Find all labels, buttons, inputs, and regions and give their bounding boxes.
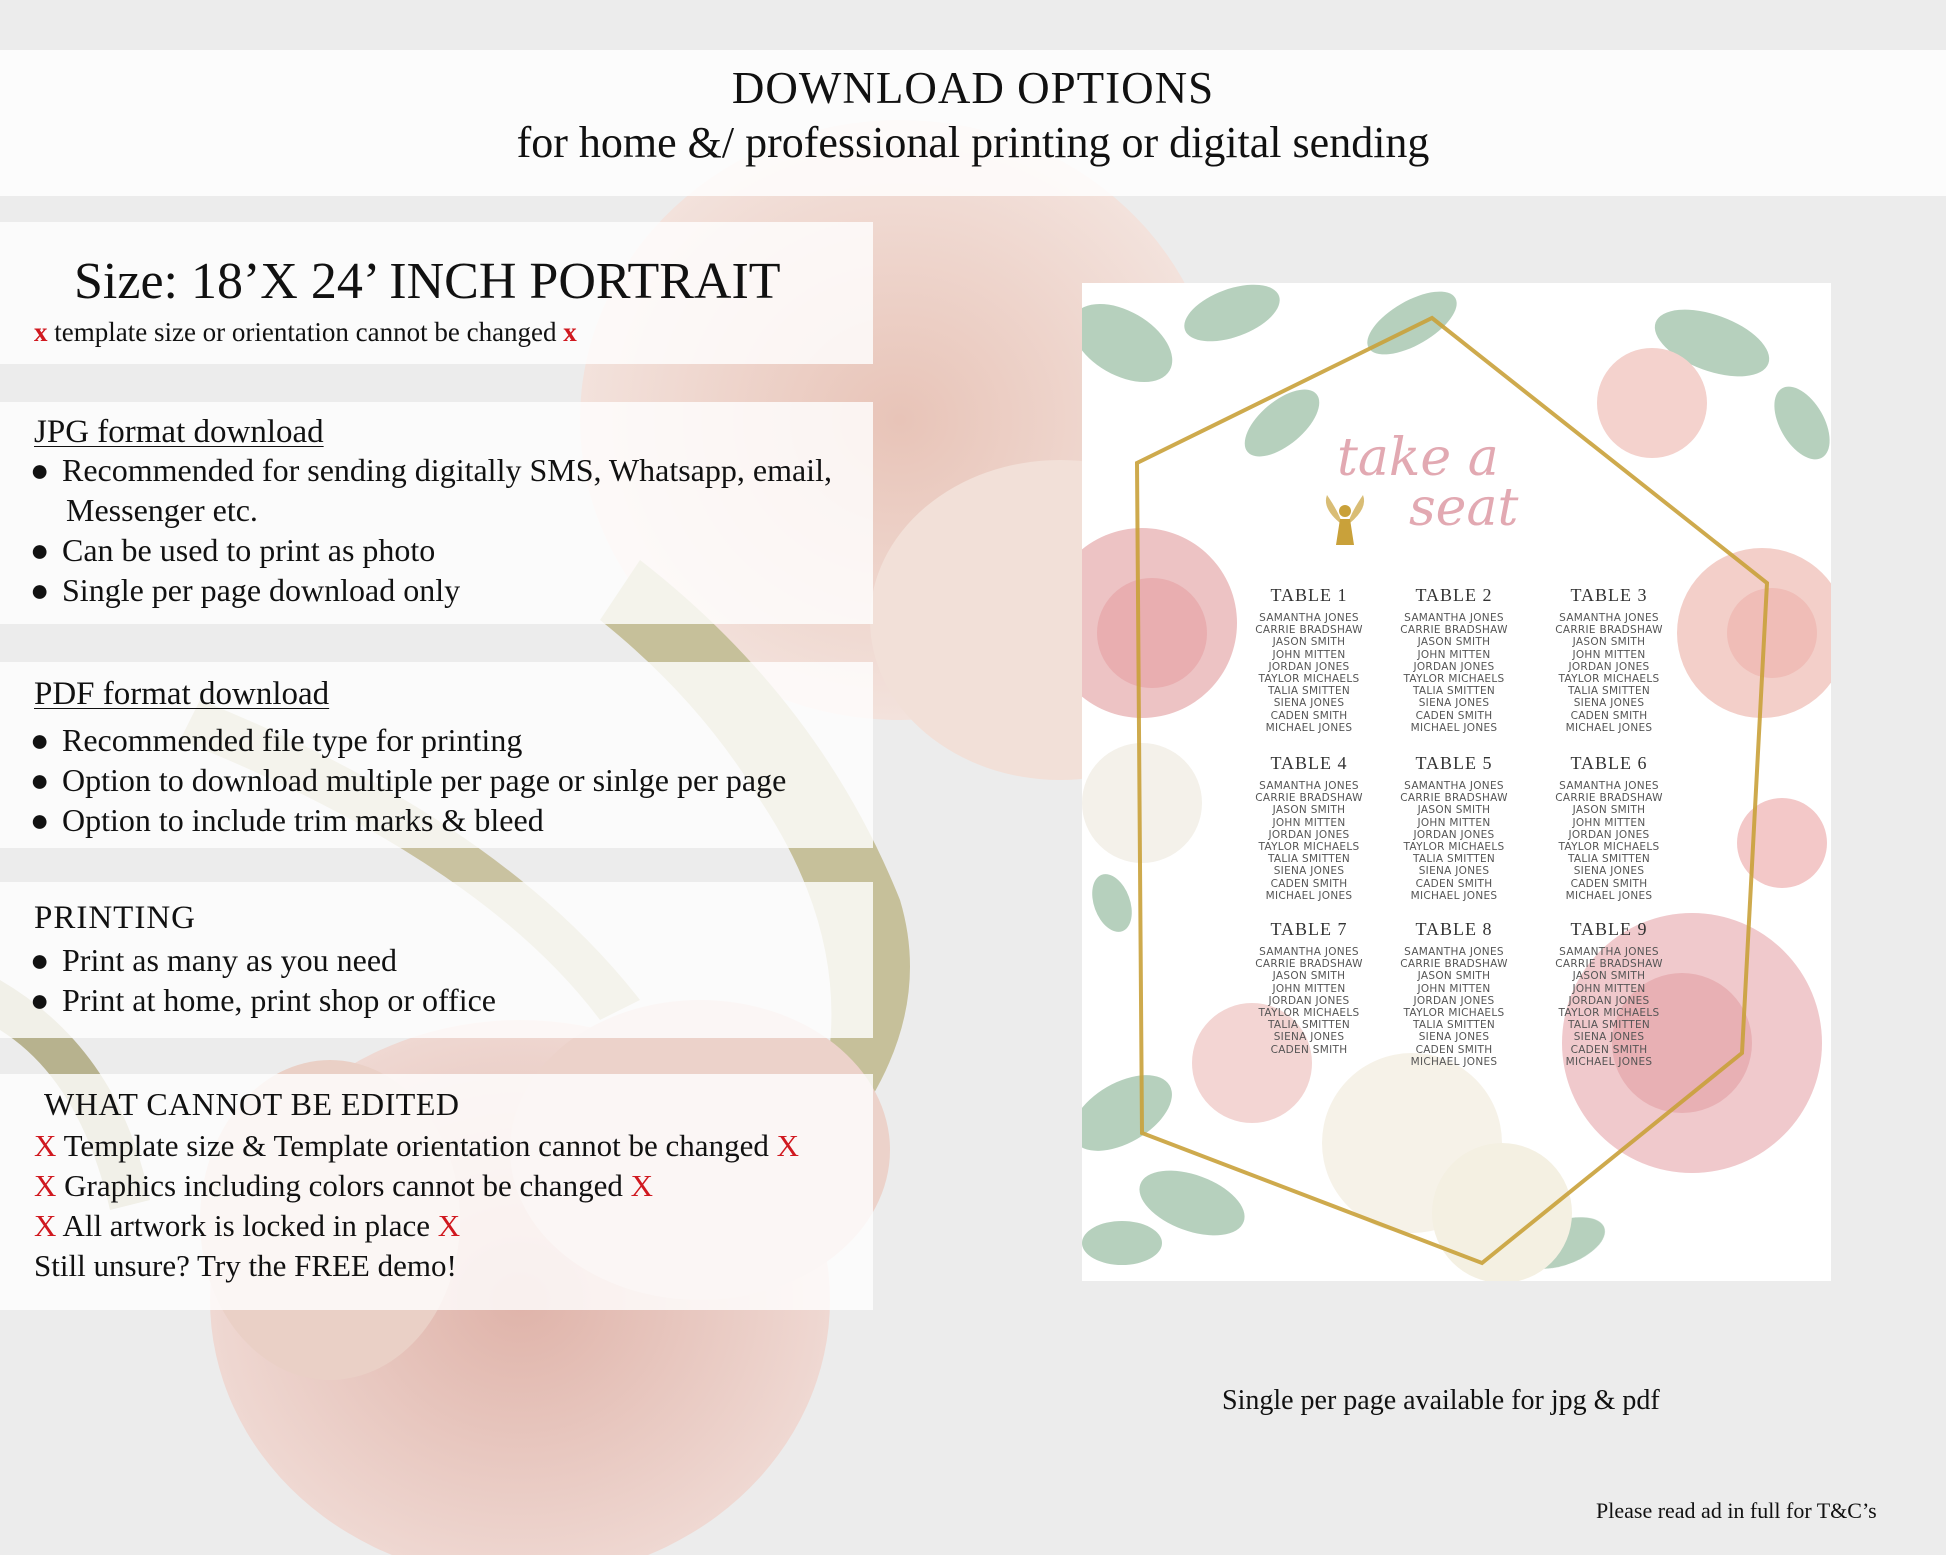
list-item: ● Print at home, print shop or office: [30, 982, 496, 1018]
list-item: Messenger etc.: [66, 492, 258, 528]
x-mark-icon: X: [437, 1208, 461, 1243]
guest-name: JASON SMITH: [1417, 804, 1491, 817]
guest-name: JOHN MITTEN: [1417, 816, 1491, 829]
guest-name: MICHAEL JONES: [1565, 1055, 1653, 1068]
guest-name: CARRIE BRADSHAW: [1400, 958, 1508, 971]
guest-name: JORDAN JONES: [1268, 994, 1350, 1007]
list-item: ● Recommended file type for printing: [30, 722, 523, 758]
pdf-panel: [0, 662, 873, 848]
cannot-edit-title: WHAT CANNOT BE EDITED: [44, 1086, 460, 1122]
terms-note: Please read ad in full for T&C’s: [1596, 1498, 1877, 1523]
printing-title: PRINTING: [34, 900, 196, 936]
guest-name: SAMANTHA JONES: [1259, 946, 1359, 958]
guest-name: JOHN MITTEN: [1572, 982, 1646, 995]
x-mark-icon: X: [776, 1128, 799, 1163]
guest-name: CADEN SMITH: [1270, 1043, 1348, 1056]
guest-name: SAMANTHA JONES: [1404, 612, 1504, 624]
guest-name: CARRIE BRADSHAW: [1555, 792, 1663, 805]
guest-name: JORDAN JONES: [1413, 994, 1495, 1007]
guest-name: TAYLOR MICHAELS: [1558, 841, 1660, 854]
demo-note: Still unsure? Try the FREE demo!: [34, 1248, 457, 1283]
guest-name: CADEN SMITH: [1570, 709, 1648, 722]
guest-name: JORDAN JONES: [1268, 660, 1350, 673]
guest-name: TALIA SMITTEN: [1267, 685, 1351, 698]
guest-name: MICHAEL JONES: [1565, 721, 1653, 734]
bullet-icon: ●: [30, 942, 50, 978]
list-item: ● Option to download multiple per page or sinlge per page: [30, 762, 787, 798]
guest-name: JORDAN JONES: [1568, 994, 1650, 1007]
guest-name: TAYLOR MICHAELS: [1403, 673, 1505, 686]
jpg-title: JPG format download: [34, 414, 324, 450]
guest-name: MICHAEL JONES: [1410, 1055, 1498, 1068]
guest-name: JOHN MITTEN: [1272, 816, 1346, 829]
header-banner: [0, 50, 1946, 196]
x-mark-icon: X: [34, 1128, 57, 1163]
x-mark-icon: X: [34, 1208, 57, 1243]
guest-name: JORDAN JONES: [1568, 660, 1650, 673]
table-9: TABLE 9 SAMANTHA JONES CARRIE BRADSHAW JASON SMITH JOHN MITTEN JORDAN JONES TAYLOR MICHAELS TALIA SMITTEN SIENA JONES CADEN SMITH MICHAEL JONES: [1534, 919, 1684, 1068]
guest-name: JOHN MITTEN: [1572, 816, 1646, 829]
size-note: [34, 317, 577, 348]
table-1: TABLE 1 SAMANTHA JONES CARRIE BRADSHAW JASON SMITH JOHN MITTEN JORDAN JONES TAYLOR MICHAELS TALIA SMITTEN SIENA JONES CADEN SMITH MICHAEL JONES: [1234, 585, 1384, 734]
guest-name: MICHAEL JONES: [1565, 889, 1653, 902]
list-item: ● Single per page download only: [30, 572, 461, 608]
bullet-icon: ●: [30, 982, 50, 1018]
table-3: TABLE 3 SAMANTHA JONES CARRIE BRADSHAW JASON SMITH JOHN MITTEN JORDAN JONES TAYLOR MICHAELS TALIA SMITTEN SIENA JONES CADEN SMITH MICHAEL JONES: [1534, 585, 1684, 734]
table-4: TABLE 4 SAMANTHA JONES CARRIE BRADSHAW JASON SMITH JOHN MITTEN JORDAN JONES TAYLOR MICHAELS TALIA SMITTEN SIENA JONES CADEN SMITH MICHAEL JONES: [1234, 753, 1384, 902]
guest-name: CADEN SMITH: [1570, 877, 1648, 890]
guest-name: CADEN SMITH: [1270, 877, 1348, 890]
guest-name: JASON SMITH: [1572, 636, 1646, 649]
guest-name: TALIA SMITTEN: [1567, 1019, 1651, 1032]
list-item: ● Recommended for sending digitally SMS, Whatsapp, email,: [30, 452, 832, 488]
guest-name: JASON SMITH: [1272, 970, 1346, 983]
x-mark-icon: x: [34, 317, 48, 347]
bullet-icon: ●: [30, 802, 50, 838]
guest-name: CADEN SMITH: [1415, 1043, 1493, 1056]
list-item: X Template size & Template orientation cannot be changed X: [34, 1128, 799, 1163]
guest-name: SAMANTHA JONES: [1559, 780, 1659, 792]
guest-name: TAYLOR MICHAELS: [1403, 841, 1505, 854]
guest-name: MICHAEL JONES: [1265, 721, 1353, 734]
guest-name: SAMANTHA JONES: [1559, 612, 1659, 624]
guest-name: JASON SMITH: [1417, 636, 1491, 649]
guest-name: CARRIE BRADSHAW: [1255, 624, 1363, 637]
guest-name: JORDAN JONES: [1413, 828, 1495, 841]
guest-name: SAMANTHA JONES: [1404, 780, 1504, 792]
guest-name: SIENA JONES: [1273, 697, 1345, 710]
pdf-title: PDF format download: [34, 676, 330, 712]
guest-name: TALIA SMITTEN: [1567, 853, 1651, 866]
guest-name: TALIA SMITTEN: [1412, 1019, 1496, 1032]
table-6: TABLE 6 SAMANTHA JONES CARRIE BRADSHAW JASON SMITH JOHN MITTEN JORDAN JONES TAYLOR MICHAELS TALIA SMITTEN SIENA JONES CADEN SMITH MICHAEL JONES: [1534, 753, 1684, 902]
bullet-icon: ●: [30, 762, 50, 798]
guest-name: JASON SMITH: [1272, 636, 1346, 649]
guest-name: SIENA JONES: [1418, 865, 1490, 878]
guest-name: JASON SMITH: [1572, 804, 1646, 817]
guest-name: JASON SMITH: [1272, 804, 1346, 817]
guest-name: CARRIE BRADSHAW: [1255, 958, 1363, 971]
preview-caption: Single per page available for jpg & pdf: [1222, 1385, 1660, 1416]
bullet-icon: ●: [30, 452, 50, 488]
guest-name: JORDAN JONES: [1413, 660, 1495, 673]
list-item: ● Option to include trim marks & bleed: [30, 802, 544, 838]
guest-name: SIENA JONES: [1273, 865, 1345, 878]
guest-name: JASON SMITH: [1417, 970, 1491, 983]
guest-name: CARRIE BRADSHAW: [1400, 624, 1508, 637]
guest-name: SAMANTHA JONES: [1559, 946, 1659, 958]
guest-name: JORDAN JONES: [1268, 828, 1350, 841]
printing-panel: [0, 882, 873, 1038]
guest-name: TAYLOR MICHAELS: [1558, 1007, 1660, 1020]
guest-name: SIENA JONES: [1573, 865, 1645, 878]
guest-name: JOHN MITTEN: [1572, 648, 1646, 661]
guest-name: SIENA JONES: [1418, 697, 1490, 710]
guest-name: JOHN MITTEN: [1272, 648, 1346, 661]
guest-name: CADEN SMITH: [1415, 709, 1493, 722]
guest-name: CADEN SMITH: [1570, 1043, 1648, 1056]
guest-name: CARRIE BRADSHAW: [1255, 792, 1363, 805]
jpg-panel: [0, 402, 873, 624]
guest-name: SIENA JONES: [1418, 1031, 1490, 1044]
guest-name: TAYLOR MICHAELS: [1258, 673, 1360, 686]
table-5: TABLE 5 SAMANTHA JONES CARRIE BRADSHAW JASON SMITH JOHN MITTEN JORDAN JONES TAYLOR MICHAELS TALIA SMITTEN SIENA JONES CADEN SMITH MICHAEL JONES: [1379, 753, 1529, 902]
x-mark-icon: X: [630, 1168, 653, 1203]
bullet-icon: ●: [30, 722, 50, 758]
guest-name: JOHN MITTEN: [1272, 982, 1346, 995]
guest-name: CADEN SMITH: [1415, 877, 1493, 890]
guest-name: TAYLOR MICHAELS: [1258, 841, 1360, 854]
guest-name: TALIA SMITTEN: [1412, 685, 1496, 698]
guest-name: CARRIE BRADSHAW: [1555, 624, 1663, 637]
guest-name: MICHAEL JONES: [1265, 889, 1353, 902]
guest-name: MICHAEL JONES: [1410, 721, 1498, 734]
table-8: TABLE 8 SAMANTHA JONES CARRIE BRADSHAW JASON SMITH JOHN MITTEN JORDAN JONES TAYLOR MICHAELS TALIA SMITTEN SIENA JONES CADEN SMITH MICHAEL JONES: [1379, 919, 1529, 1068]
guest-name: TAYLOR MICHAELS: [1403, 1007, 1505, 1020]
bullet-icon: ●: [30, 572, 50, 608]
guest-name: SIENA JONES: [1573, 1031, 1645, 1044]
guest-name: TAYLOR MICHAELS: [1558, 673, 1660, 686]
guest-name: CADEN SMITH: [1270, 709, 1348, 722]
size-panel: [0, 222, 873, 364]
list-item: ● Print as many as you need: [30, 942, 398, 978]
x-mark-icon: X: [34, 1168, 57, 1203]
size-title: Size: 18’X 24’ INCH PORTRAIT: [74, 253, 781, 310]
guest-name: CARRIE BRADSHAW: [1555, 958, 1663, 971]
list-item: ● Can be used to print as photo: [30, 532, 436, 568]
table-2: TABLE 2 SAMANTHA JONES CARRIE BRADSHAW JASON SMITH JOHN MITTEN JORDAN JONES TAYLOR MICHAELS TALIA SMITTEN SIENA JONES CADEN SMITH MICHAEL JONES: [1379, 585, 1529, 734]
x-mark-icon: x: [563, 317, 577, 347]
guest-name: TALIA SMITTEN: [1267, 1019, 1351, 1032]
page-subtitle: for home &/ professional printing or digital sending: [516, 118, 1430, 167]
cannot-edit-panel: [0, 1074, 873, 1310]
list-item: X Graphics including colors cannot be changed X: [34, 1168, 653, 1203]
guest-name: CARRIE BRADSHAW: [1400, 792, 1508, 805]
list-item: X All artwork is locked in place X: [34, 1208, 461, 1243]
guest-name: SAMANTHA JONES: [1404, 946, 1504, 958]
seating-chart-preview: [1082, 283, 1831, 1281]
guest-name: TALIA SMITTEN: [1412, 853, 1496, 866]
guest-name: SIENA JONES: [1573, 697, 1645, 710]
guest-name: TAYLOR MICHAELS: [1258, 1007, 1360, 1020]
guest-name: JOHN MITTEN: [1417, 648, 1491, 661]
guest-name: MICHAEL JONES: [1410, 889, 1498, 902]
guest-name: TALIA SMITTEN: [1267, 853, 1351, 866]
guest-name: SAMANTHA JONES: [1259, 780, 1359, 792]
take-a-seat-title: take a seat: [1337, 428, 1519, 538]
page-title: DOWNLOAD OPTIONS: [731, 63, 1215, 113]
table-7: TABLE 7 SAMANTHA JONES CARRIE BRADSHAW JASON SMITH JOHN MITTEN JORDAN JONES TAYLOR MICHAELS TALIA SMITTEN SIENA JONES CADEN SMITH: [1234, 919, 1384, 1056]
guest-name: SAMANTHA JONES: [1259, 612, 1359, 624]
bullet-icon: ●: [30, 532, 50, 568]
size-note-text: template size or orientation cannot be changed: [54, 317, 557, 347]
guest-name: JOHN MITTEN: [1417, 982, 1491, 995]
guest-name: JORDAN JONES: [1568, 828, 1650, 841]
guest-name: TALIA SMITTEN: [1567, 685, 1651, 698]
guest-name: JASON SMITH: [1572, 970, 1646, 983]
guest-name: SIENA JONES: [1273, 1031, 1345, 1044]
